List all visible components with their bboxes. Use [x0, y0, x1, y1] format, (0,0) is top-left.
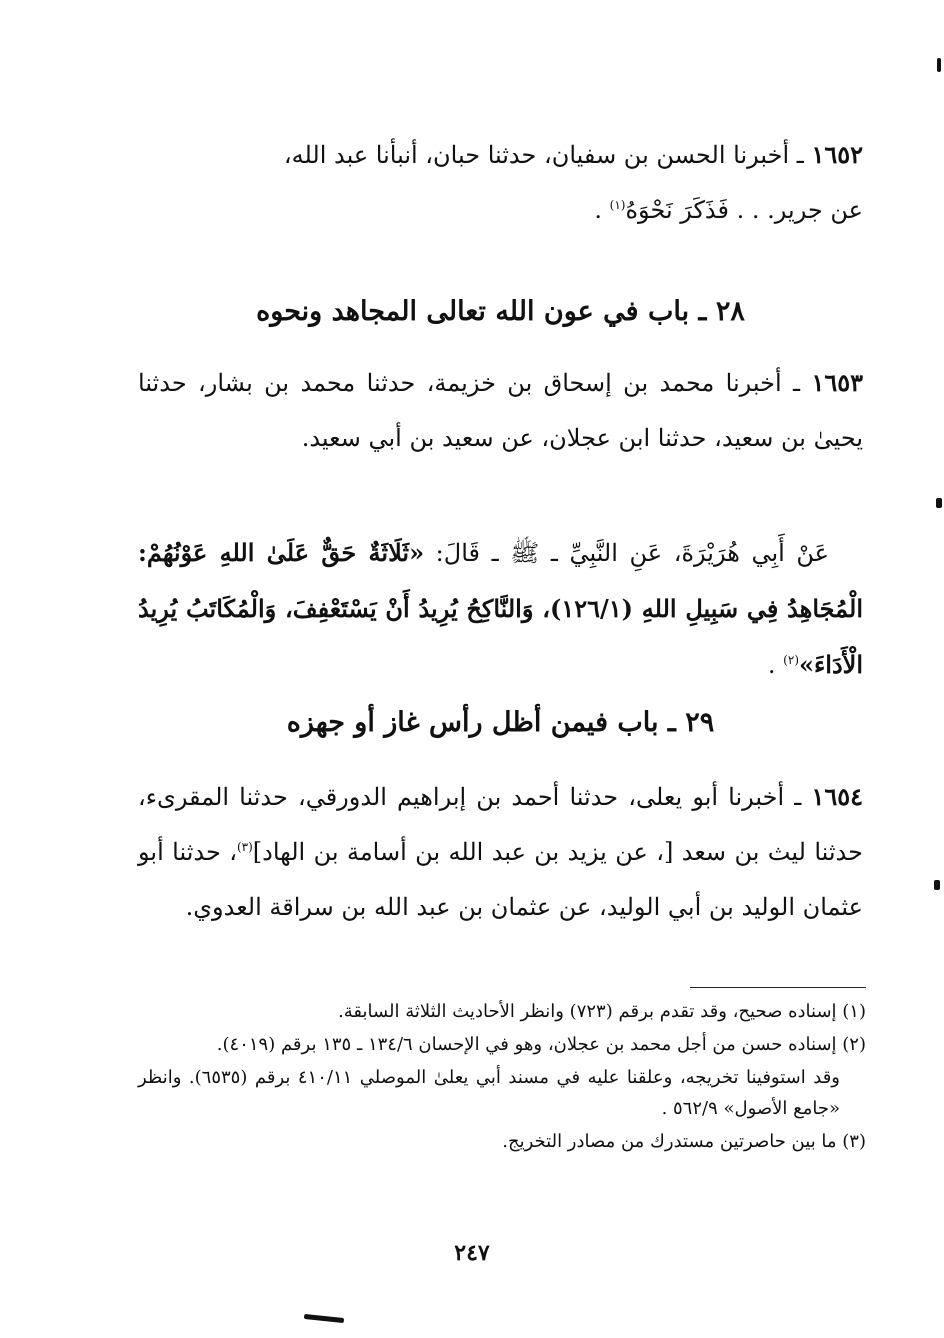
- scan-artifact-mark: [936, 498, 942, 508]
- footnote-1: (١) إسناده صحيح، وقد تقدم برقم (٧٢٣) وانظر الأحاديث الثلاثة السابقة.: [337, 1001, 866, 1022]
- footnote-2-continuation: وقد استوفينا تخريجه، وعلقنا عليه في مسند أبي يعلىٰ الموصلي ٤١٠/١١ برقم (٦٥٣٥). وانظر «جامع الأصول» ٥٦٢/٩ .: [138, 1067, 840, 1119]
- hadith-1654: [138, 769, 863, 935]
- hadith-end: .: [594, 196, 610, 224]
- footnote-ref: (١): [609, 198, 626, 212]
- hadith-1652: [138, 127, 863, 238]
- footnote-divider: [690, 987, 866, 988]
- hadith-matn-quote: «ثَلَاثَةٌ حَقٌّ عَلَىٰ اللهِ عَوْنُهُمْ: الْمُجَاهِدُ فِي سَبِيلِ اللهِ (١٢٦/١)، وَالنَّاكِحُ يُرِيدُ أَنْ يَسْتَعْفِفَ، وَالْمُكَاتَبُ يُرِيدُ الْأَدَاءَ»: [138, 538, 863, 679]
- hadith-text-line1: ـ أخبرنا الحسن بن سفيان، حدثنا حبان، أنبأنا عبد الله،: [283, 141, 812, 169]
- hadith-text-line2: عن جرير. . . فَذَكَرَ نَحْوَهُ: [625, 196, 863, 224]
- hadith-matn-intro: عَنْ أَبِي هُرَيْرَةَ، عَنِ النَّبِيِّ ـ ﷺ ـ قَالَ:: [424, 539, 829, 567]
- scan-artifact-mark: [937, 58, 941, 72]
- scan-artifact-mark: [304, 1314, 344, 1323]
- hadith-isnad: ـ أخبرنا محمد بن إسحاق بن خزيمة، حدثنا محمد بن بشار، حدثنا يحيىٰ بن سعيد، حدثنا ابن عجلان، عن سعيد بن أبي سعيد.: [138, 369, 863, 452]
- hadith-number: ١٦٥٣: [811, 368, 863, 397]
- footnotes: [138, 996, 866, 1159]
- hadith-text-part2: ، حدثنا أبو عثمان الوليد بن أبي الوليد، عن عثمان بن عبد الله بن سراقة العدوي.: [138, 838, 863, 921]
- chapter-heading-28: ٢٨ ـ باب في عون الله تعالى المجاهد ونحوه: [256, 296, 745, 327]
- page-number: ٢٤٧: [454, 1240, 490, 1266]
- hadith-number: ١٦٥٤: [811, 782, 863, 811]
- footnote-ref: (٣): [236, 840, 253, 854]
- footnote-2: (٢) إسناده حسن من أجل محمد بن عجلان، وهو في الإحسان ١٣٤/٦ ـ ١٣٥ برقم (٤٠١٩).: [216, 1034, 866, 1055]
- footnote-ref: (٢): [783, 653, 799, 667]
- chapter-heading-29: ٢٩ ـ باب فيمن أظل رأس غاز أو جهزه: [286, 707, 715, 738]
- scan-artifact-mark: [934, 880, 940, 890]
- hadith-text-part1: ـ أخبرنا أبو يعلى، حدثنا أحمد بن إبراهيم الدورقي، حدثنا المقرىء، حدثنا ليث بن سعد [، عن يزيد بن عبد الله بن أسامة بن الهاد]: [138, 783, 863, 866]
- footnote-3: (٣) ما بين حاصرتين مستدرك من مصادر التخريج.: [502, 1131, 866, 1152]
- hadith-1653-isnad: [138, 355, 863, 466]
- hadith-number: ١٦٥٢: [811, 140, 863, 169]
- hadith-end: .: [767, 651, 784, 679]
- hadith-1653-matn: [138, 525, 863, 693]
